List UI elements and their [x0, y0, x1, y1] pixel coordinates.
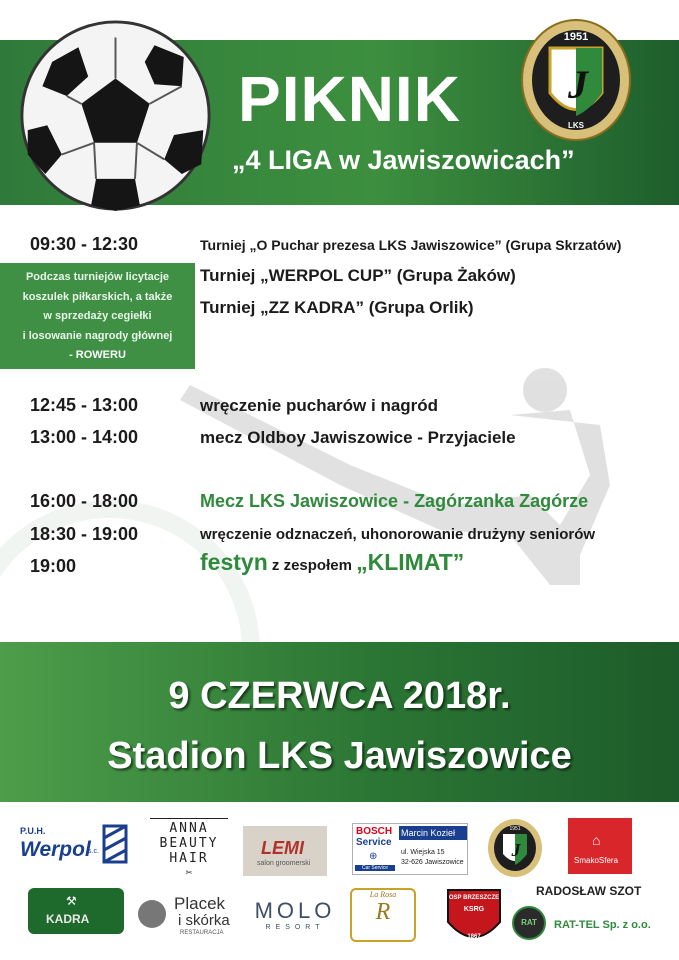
radoslaw-szot-text: RADOSŁAW SZOT	[536, 884, 642, 898]
osp-year: 1867	[467, 934, 481, 940]
schedule-time: 09:30 - 12:30	[30, 234, 139, 254]
lemi-name: LEMI	[261, 838, 304, 858]
anna-line2: BEAUTY	[159, 836, 219, 851]
schedule-time: 12:45 - 13:00	[30, 395, 139, 415]
scissors-icon: ✂	[185, 866, 193, 879]
svg-text:J: J	[511, 840, 521, 860]
kadra-tools-icon: ⚒	[66, 894, 77, 908]
bosch-addr1: ul. Wiejska 15	[401, 849, 445, 856]
note-box	[0, 263, 195, 369]
festyn-word: festyn	[200, 549, 268, 575]
schedule-event-festyn	[200, 549, 464, 576]
soccer-ball-icon	[18, 18, 213, 213]
crest-year: 1951	[563, 31, 589, 43]
lemi-sub: salon groomerski	[257, 860, 311, 867]
schedule-event: Turniej „WERPOL CUP” (Grupa Żaków)	[200, 266, 516, 285]
event-venue: Stadion LKS Jawiszowice	[107, 735, 572, 777]
note-line: i losowanie nagrody głównej	[22, 329, 173, 342]
smakosfera-icon: ⌂	[592, 832, 601, 848]
bosch-owner: Marcin Kozieł	[399, 826, 467, 840]
osp-brzeszcze-logo	[444, 886, 504, 952]
svg-text:J: J	[568, 62, 588, 107]
schedule-event: wręczenie pucharów i nagród	[200, 396, 439, 415]
anna-line1: ANNA	[150, 818, 228, 836]
band-name: „KLIMAT”	[356, 549, 465, 575]
note-line: Podczas turniejów licytacje	[25, 271, 170, 283]
schedule-event: Turniej „ZZ KADRA” (Grupa Orlik)	[200, 298, 474, 317]
placek-line2: i skórka	[178, 912, 230, 929]
schedule-time: 18:30 - 19:00	[30, 524, 139, 544]
lks-crest-logo	[520, 18, 632, 143]
werpol-tower-icon	[100, 824, 130, 864]
rat-tel-name: RAT-TEL Sp. z o.o.	[554, 919, 651, 931]
molo-resort-logo	[245, 898, 345, 940]
festyn-connector: z zespołem	[267, 557, 357, 574]
osp-top: OSP BRZESZCZE	[448, 895, 500, 901]
placek-line1: Placek	[174, 894, 226, 913]
la-rosa-name: La Rosa	[369, 890, 397, 899]
small-crest-year: 1951	[509, 826, 521, 832]
bosch-car-service: Car Service	[355, 865, 395, 871]
event-title: PIKNIK	[238, 63, 461, 135]
schedule-time: 19:00	[30, 556, 77, 576]
note-line: koszulek piłkarskich, a także	[22, 290, 173, 303]
placek-icon	[138, 900, 166, 928]
molo-resort: RESORT	[265, 924, 325, 931]
werpol-logo	[12, 820, 132, 870]
schedule-event: wręczenie odznaczeń, uhonorowanie drużyny seniorów	[200, 526, 596, 543]
werpol-name: Werpol	[20, 838, 91, 861]
placek-line3: RESTAURACJA	[180, 930, 224, 936]
molo-name: MOLO	[254, 898, 336, 923]
kadra-name: KADRA	[46, 912, 90, 926]
schedule-event: Turniej „O Puchar prezesa LKS Jawiszowice” (Grupa Skrzatów)	[200, 237, 622, 253]
crest-letters: LKS	[568, 121, 584, 130]
lemi-logo	[243, 826, 327, 876]
anna-line3: HAIR	[169, 851, 209, 866]
bosch-anchor-icon: ⊕	[369, 851, 378, 862]
schedule-time: 13:00 - 14:00	[30, 427, 139, 447]
schedule-time: 16:00 - 18:00	[30, 491, 139, 511]
schedule-event: mecz Oldboy Jawiszowice - Przyjaciele	[200, 428, 516, 447]
note-line: w sprzedaży cegiełki	[43, 310, 152, 322]
bosch-service-logo	[352, 823, 468, 875]
schedule-event: Mecz LKS Jawiszowice - Zagórzanka Zagórze	[200, 491, 589, 511]
event-subtitle: „4 LIGA w Jawiszowicach”	[232, 145, 575, 175]
la-rosa-letter: R	[375, 899, 391, 925]
placek-i-skorka-logo	[136, 892, 236, 940]
la-rosa-logo	[350, 888, 416, 942]
kadra-logo	[28, 888, 124, 934]
werpol-suffix: s.c.	[88, 848, 99, 855]
lks-small-crest-logo	[487, 818, 543, 878]
bosch-service: Service	[356, 837, 392, 848]
bosch-addr2: 32-626 Jawiszowice	[401, 859, 464, 866]
anna-beauty-hair-logo	[150, 818, 228, 878]
rat-tel-icon: RAT	[512, 906, 546, 940]
note-line: - ROWERU	[69, 349, 126, 361]
smakosfera-name: SmakoSfera	[574, 856, 619, 865]
event-date: 9 CZERWCA 2018r.	[168, 675, 511, 717]
werpol-puh: P.U.H.	[20, 826, 46, 836]
date-band	[0, 642, 679, 802]
osp-mid: KSRG	[463, 906, 485, 913]
smakosfera-logo	[568, 818, 632, 874]
bosch-word: BOSCH	[356, 826, 393, 837]
